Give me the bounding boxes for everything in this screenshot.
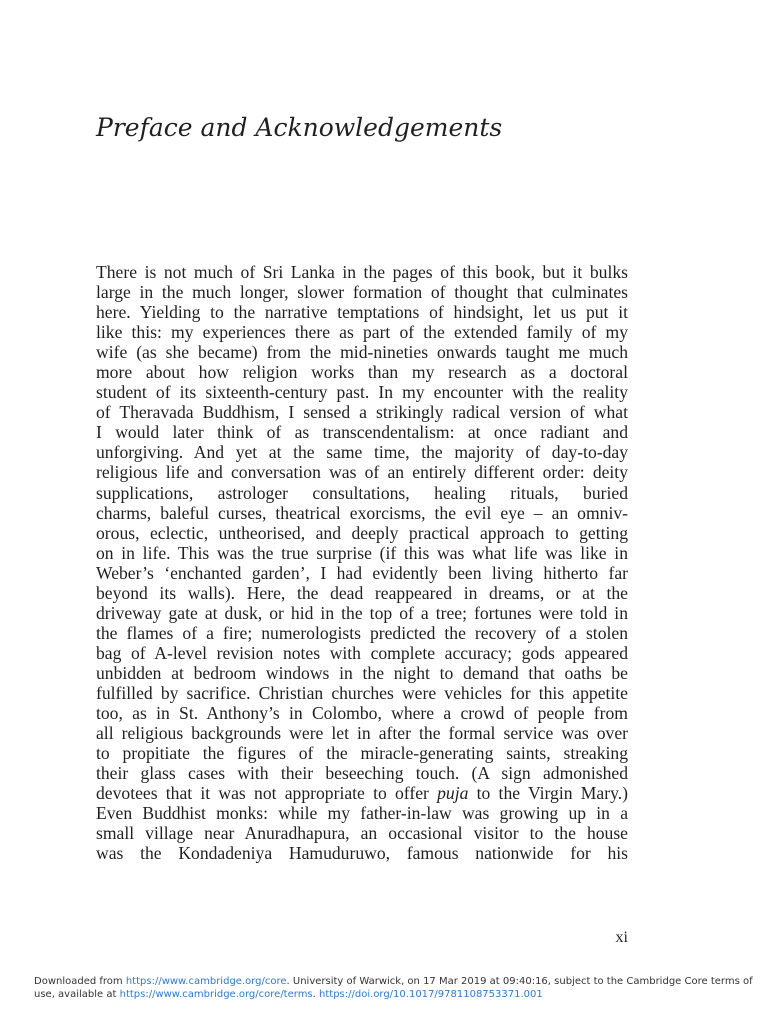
text-segment: Even Buddhist monks: while my father-in-law was growing up in a xyxy=(96,803,628,824)
page-number: xi xyxy=(615,929,628,946)
terms-link[interactable]: https://www.cambridge.org/core/terms xyxy=(119,989,313,1000)
text-line xyxy=(96,442,628,462)
text-segment: to the Virgin Mary.) xyxy=(468,783,628,804)
text-line xyxy=(96,763,628,783)
text-line xyxy=(96,362,628,382)
text-line xyxy=(96,503,628,523)
text-segment: to propitiate the figures of the miracle-generating saints, streaking xyxy=(96,743,628,764)
text-segment: like this: my experiences there as part of the extended family of my xyxy=(96,322,628,343)
text-segment: driveway gate at dusk, or hid in the top of a tree; fortunes were told in xyxy=(96,602,628,623)
footer-separator: . xyxy=(312,989,320,1000)
text-line xyxy=(96,342,628,362)
text-segment: on in life. This was the true surprise (if this was what life was like in xyxy=(96,542,628,563)
text-segment: of Theravada Buddhism, I sensed a strikingly radical version of what xyxy=(96,402,628,423)
doi-link[interactable]: https://doi.org/10.1017/9781108753371.001 xyxy=(319,989,543,1000)
text-line xyxy=(96,402,628,422)
download-footer xyxy=(34,975,754,1001)
text-segment: There is not much of Sri Lanka in the pages of this book, but it bulks xyxy=(96,262,628,282)
preface-paragraph xyxy=(96,262,628,863)
text-line xyxy=(96,322,628,342)
text-line xyxy=(96,523,628,543)
text-segment: I would later think of as transcendentalism: at once radiant and xyxy=(96,422,628,443)
text-line xyxy=(96,743,628,763)
text-segment: too, as in St. Anthony’s in Colombo, where a crowd of people from xyxy=(96,703,628,724)
text-segment: supplications, astrologer consultations, healing rituals, buried xyxy=(96,482,628,503)
text-segment: all religious backgrounds were let in after the formal service was over xyxy=(96,723,628,744)
text-segment: unbidden at bedroom windows in the night to demand that oaths be xyxy=(96,662,628,683)
text-line xyxy=(96,543,628,563)
footer-middle: . University of Warwick, on 17 Mar 2019 at 09:40:16, subject to the Cambridge Core terms of use, available at xyxy=(34,976,753,1000)
text-line xyxy=(96,683,628,703)
italic-term: puja xyxy=(437,783,469,804)
text-segment: fulfilled by sacrifice. Christian churches were vehicles for this appetite xyxy=(96,682,628,703)
core-link[interactable]: https://www.cambridge.org/core xyxy=(125,976,287,987)
text-line xyxy=(96,643,628,663)
page-title: Preface and Acknowledgements xyxy=(96,113,503,142)
text-line xyxy=(96,462,628,482)
text-line xyxy=(96,483,628,503)
text-segment: religious life and conversation was of an entirely different order: deity xyxy=(96,462,628,483)
text-line xyxy=(96,703,628,723)
text-segment: was the Kondadeniya Hamuduruwo, famous nationwide for his xyxy=(96,843,628,864)
text-line xyxy=(96,723,628,743)
text-line xyxy=(96,603,628,623)
text-line xyxy=(96,262,628,282)
text-line xyxy=(96,823,628,843)
text-segment: devotees that it was not appropriate to offer xyxy=(96,783,438,804)
text-segment: their glass cases with their beseeching touch. (A sign admonished xyxy=(96,763,628,784)
text-segment: wife (as she became) from the mid-nineties onwards taught me much xyxy=(96,342,628,363)
text-segment: the flames of a fire; numerologists predicted the recovery of a stolen xyxy=(96,622,628,643)
text-line xyxy=(96,422,628,442)
text-line xyxy=(96,803,628,823)
text-line xyxy=(96,282,628,302)
text-line xyxy=(96,382,628,402)
text-segment: orous, eclectic, untheorised, and deeply practical approach to getting xyxy=(96,522,628,543)
text-segment: bag of A-level revision notes with complete accuracy; gods appeared xyxy=(96,642,628,663)
text-line xyxy=(96,623,628,643)
text-segment: charms, baleful curses, theatrical exorcisms, the evil eye – an omniv- xyxy=(96,502,628,523)
footer-prefix: Downloaded from xyxy=(34,976,126,987)
text-segment: more about how religion works than my research as a doctoral xyxy=(96,362,628,383)
text-segment: Weber’s ‘enchanted garden’, I had evidently been living hitherto far xyxy=(96,562,628,583)
text-segment: student of its sixteenth-century past. In my encounter with the reality xyxy=(96,382,628,403)
text-line xyxy=(96,583,628,603)
text-segment: beyond its walls). Here, the dead reappeared in dreams, or at the xyxy=(96,582,628,603)
text-segment: here. Yielding to the narrative temptations of hindsight, let us put it xyxy=(96,302,628,323)
text-line xyxy=(96,563,628,583)
text-segment: unforgiving. And yet at the same time, the majority of day-to-day xyxy=(96,442,628,463)
text-line xyxy=(96,783,628,803)
text-line xyxy=(96,302,628,322)
text-segment: small village near Anuradhapura, an occasional visitor to the house xyxy=(96,823,628,844)
text-line xyxy=(96,663,628,683)
text-segment: large in the much longer, slower formation of thought that culminates xyxy=(96,282,628,303)
text-line xyxy=(96,843,628,863)
